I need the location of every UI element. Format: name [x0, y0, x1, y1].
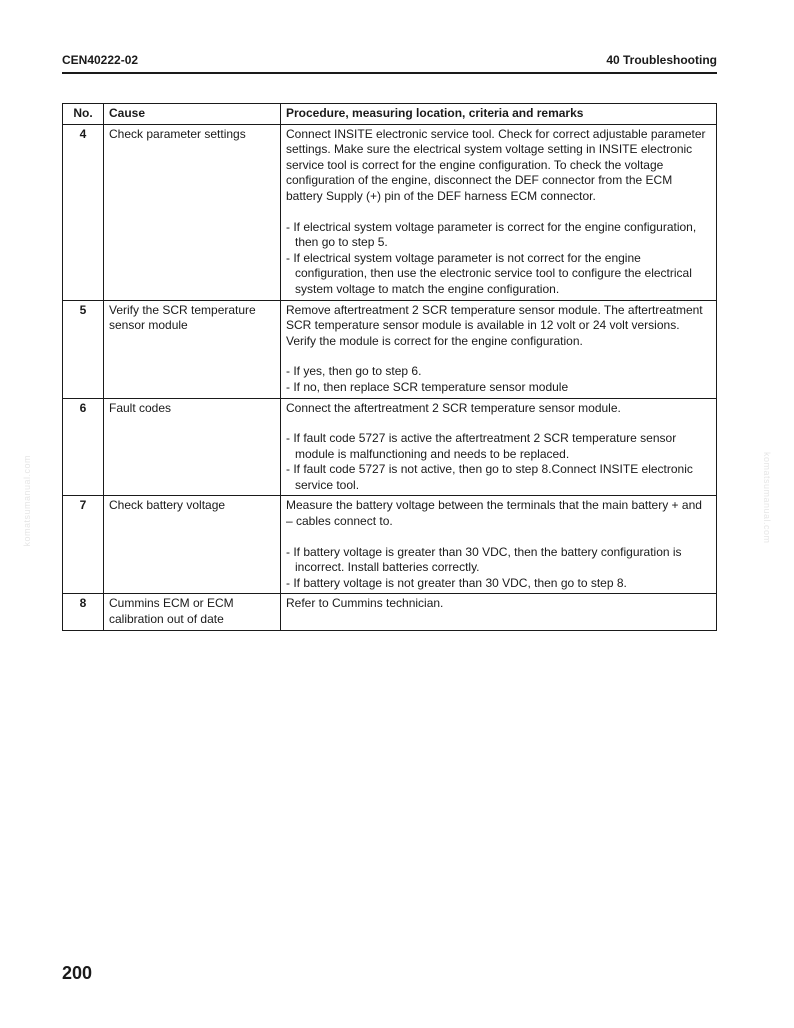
procedure-bullet: - If fault code 5727 is not active, then go to step 8.Connect INSITE electronic service tool. [286, 462, 693, 492]
column-header-no: No. [63, 104, 104, 125]
table-header-row [63, 104, 717, 125]
procedure-text: Measure the battery voltage between the terminals that the main battery + and – cables connect to. [286, 498, 702, 529]
table-row [63, 594, 717, 630]
page-header [62, 52, 717, 74]
table-row [63, 300, 717, 398]
procedure-text: Connect the aftertreatment 2 SCR temperature sensor module. [286, 400, 621, 415]
column-header-cause: Cause [104, 104, 281, 125]
step-number: 6 [63, 398, 104, 496]
procedure-text: Remove aftertreatment 2 SCR temperature sensor module. The aftertreatment SCR temperature sensor module is available in 12 volt or 24 volt versions. Verify the module is correct for the engine configuration. [286, 302, 703, 348]
procedure-cell [281, 300, 717, 398]
section-title: 40 Troubleshooting [606, 53, 717, 67]
procedure-bullet: - If fault code 5727 is active the aftertreatment 2 SCR temperature sensor module is malfunctioning and needs to be replaced. [286, 431, 677, 461]
step-number: 4 [63, 124, 104, 300]
step-number: 8 [63, 594, 104, 630]
cause-cell: Fault codes [104, 398, 281, 496]
procedure-bullet: - If electrical system voltage parameter is not correct for the engine configuration, then use the electronic service tool to configure the electrical system voltage to match the engine configuration. [286, 250, 692, 296]
page-number: 200 [62, 963, 93, 983]
watermark-right: komatsumanual.com [762, 452, 772, 544]
watermark-left: komatsumanual.com [22, 455, 32, 547]
table-row [63, 398, 717, 496]
troubleshooting-table [62, 103, 717, 631]
cause-cell: Check parameter settings [104, 124, 281, 300]
step-number: 7 [63, 496, 104, 594]
procedure-bullet: - If battery voltage is not greater than 30 VDC, then go to step 8. [286, 575, 627, 590]
procedure-bullet: - If yes, then go to step 6. [286, 364, 422, 379]
document-code: CEN40222-02 [62, 53, 139, 67]
step-number: 5 [63, 300, 104, 398]
cause-cell: Verify the SCR temperature sensor module [104, 300, 281, 398]
cause-cell: Check battery voltage [104, 496, 281, 594]
table-row [63, 124, 717, 300]
cause-cell: Cummins ECM or ECM calibration out of date [104, 594, 281, 630]
procedure-bullet: - If no, then replace SCR temperature sensor module [286, 379, 569, 394]
procedure-bullet: - If electrical system voltage parameter is correct for the engine configuration, then go to step 5. [286, 219, 697, 250]
procedure-cell [281, 398, 717, 496]
procedure-cell [281, 594, 717, 630]
procedure-cell [281, 496, 717, 594]
procedure-bullet: - If battery voltage is greater than 30 VDC, then the battery configuration is incorrect. Install batteries correctly. [286, 544, 682, 575]
column-header-procedure: Procedure, measuring location, criteria and remarks [281, 104, 717, 125]
procedure-cell [281, 124, 717, 300]
procedure-text: Refer to Cummins technician. [286, 596, 444, 611]
procedure-text: Connect INSITE electronic service tool. Check for correct adjustable parameter settings. Make sure the electrical system voltage setting in INSITE electronic service tool is correct for the engine configuration. To check the voltage configuration of the engine, disconnect the DEF connector from the ECM battery Supply (+) pin of the DEF harness ECM connector. [286, 126, 706, 203]
table-row [63, 496, 717, 594]
